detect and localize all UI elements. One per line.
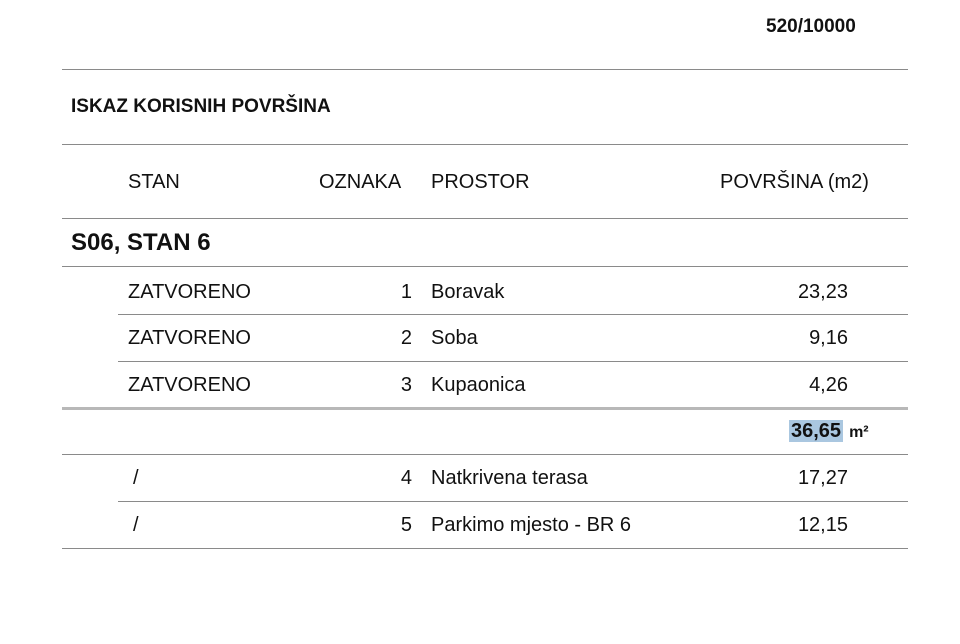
- subtotal-divider: [62, 407, 908, 410]
- divider: [118, 501, 908, 502]
- cell-oznaka: 3: [400, 374, 412, 396]
- cell-povrsina: 12,15: [797, 514, 848, 536]
- cell-stan: ZATVORENO: [128, 327, 251, 349]
- column-header-povrsina: POVRŠINA (m2): [720, 171, 869, 193]
- subtotal: [789, 420, 869, 443]
- cell-stan: ZATVORENO: [128, 374, 251, 396]
- subtotal-value[interactable]: 36,65: [791, 420, 842, 442]
- reference-number: 520/10000: [766, 16, 856, 37]
- cell-prostor: Parkimo mjesto - BR 6: [431, 514, 632, 536]
- divider: [62, 266, 908, 267]
- divider: [62, 548, 908, 549]
- cell-stan: /: [133, 467, 139, 489]
- divider: [62, 454, 908, 455]
- cell-stan: /: [133, 514, 139, 536]
- divider: [118, 361, 908, 362]
- cell-povrsina: 9,16: [809, 327, 848, 349]
- cell-prostor: Soba: [431, 327, 478, 349]
- cell-povrsina: 17,27: [797, 467, 848, 489]
- divider: [62, 218, 908, 219]
- column-header-oznaka: OZNAKA: [319, 171, 402, 193]
- cell-oznaka: 2: [400, 327, 412, 349]
- cell-oznaka: 1: [400, 281, 412, 303]
- cell-stan: ZATVORENO: [128, 281, 251, 303]
- section-title: S06, STAN 6: [71, 229, 211, 256]
- column-header-stan: STAN: [128, 171, 180, 193]
- table-heading: ISKAZ KORISNIH POVRŠINA: [71, 96, 331, 117]
- divider: [62, 69, 908, 70]
- divider: [62, 144, 908, 145]
- divider: [118, 314, 908, 315]
- cell-prostor: Boravak: [431, 281, 505, 303]
- column-header-prostor: PROSTOR: [431, 171, 530, 193]
- cell-povrsina: 23,23: [797, 281, 848, 303]
- cell-povrsina: 4,26: [809, 374, 848, 396]
- subtotal-unit: m²: [849, 424, 869, 441]
- cell-oznaka: 4: [400, 467, 412, 489]
- cell-prostor: Kupaonica: [431, 374, 526, 396]
- cell-prostor: Natkrivena terasa: [431, 467, 588, 489]
- cell-oznaka: 5: [400, 514, 412, 536]
